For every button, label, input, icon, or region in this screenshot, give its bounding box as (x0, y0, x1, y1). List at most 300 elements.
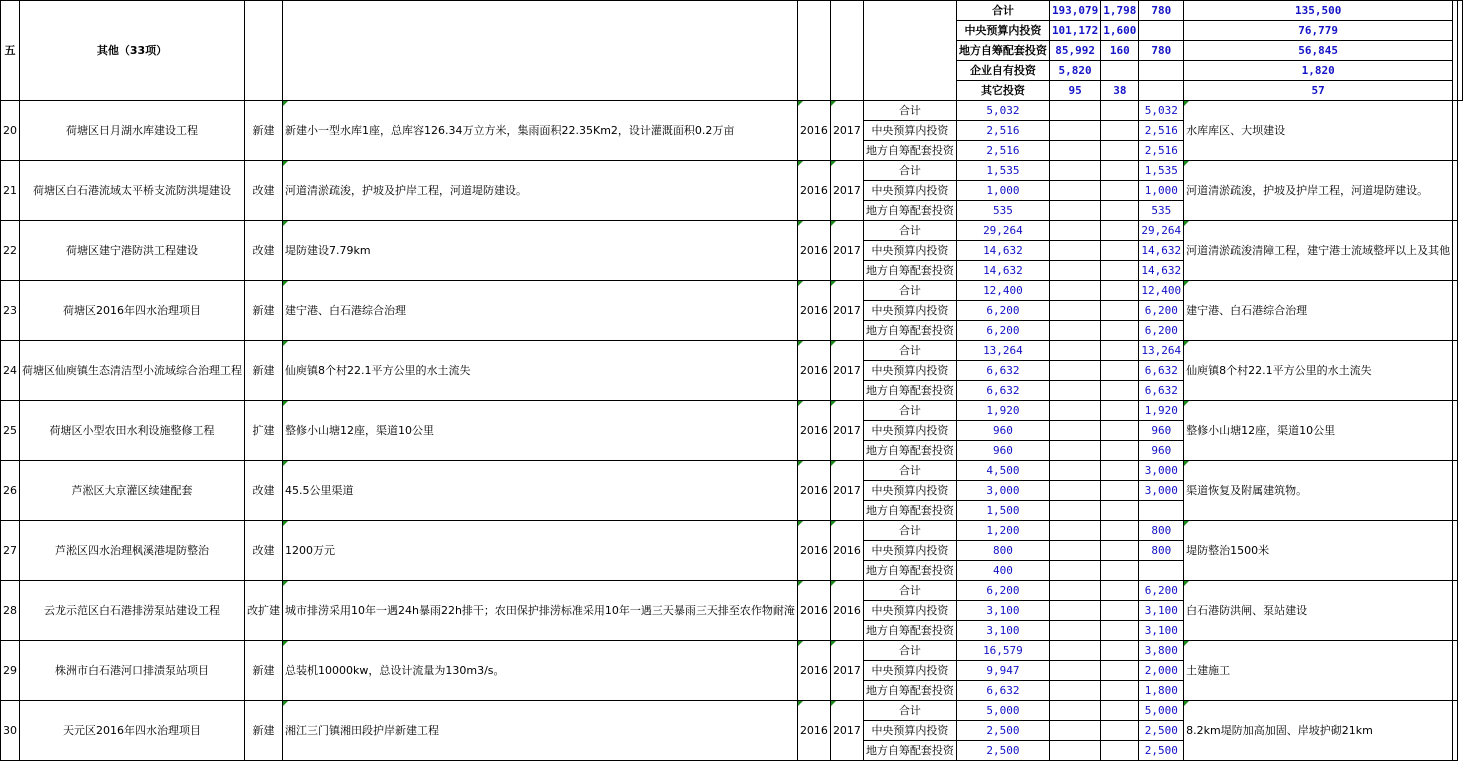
construction-content (1184, 101, 1453, 161)
blank-cell (1049, 541, 1100, 561)
extra-cell (1453, 641, 1458, 701)
section-row-label: 企业自有投资 (956, 61, 1049, 81)
blank-cell (1049, 301, 1100, 321)
comment-marker (283, 161, 288, 166)
total-investment: 1,500 (956, 501, 1049, 521)
total-investment: 6,200 (956, 301, 1049, 321)
total-investment: 400 (956, 561, 1049, 581)
blank-cell (1101, 141, 1139, 161)
plan-investment (1139, 501, 1184, 521)
blank-cell (1049, 641, 1100, 661)
total-investment: 29,264 (956, 221, 1049, 241)
project-name: 芦淞区大京灌区续建配套 (20, 461, 245, 521)
comment-marker (798, 161, 803, 166)
section-value: 1,798 (1101, 1, 1139, 21)
plan-investment: 800 (1139, 521, 1184, 541)
construction-content-text: 河道清淤疏浚清障工程，建宁港士流域整坪以上及其他 (1186, 244, 1451, 257)
comment-marker (1184, 701, 1189, 706)
construction-content-text: 河道清淤疏浚，护坡及护岸工程，河道堤防建设。 (1186, 184, 1429, 197)
fund-label: 地方自筹配套投资 (863, 501, 956, 521)
fund-label: 中央预算内投资 (863, 181, 956, 201)
project-row (1, 341, 1463, 361)
section-value: 1,600 (1101, 21, 1139, 41)
total-investment: 2,516 (956, 121, 1049, 141)
fund-label: 合计 (863, 101, 956, 121)
blank-cell (1101, 581, 1139, 601)
project-number: 26 (1, 461, 20, 521)
total-investment: 14,632 (956, 261, 1049, 281)
blank-cell (1049, 321, 1100, 341)
project-type: 改建 (245, 221, 283, 281)
project-number: 24 (1, 341, 20, 401)
blank-cell (1101, 661, 1139, 681)
start-year (797, 521, 830, 581)
start-year (797, 341, 830, 401)
section-extra-cell (1458, 1, 1463, 101)
comment-marker (1184, 641, 1189, 646)
blank-cell (1101, 641, 1139, 661)
project-row (1, 521, 1463, 541)
section-value: 193,079 (1049, 1, 1100, 21)
project-row (1, 581, 1463, 601)
extra-cell (1453, 521, 1458, 581)
section-blank-cell (830, 1, 863, 101)
comment-marker (283, 341, 288, 346)
construction-content (1184, 581, 1453, 641)
plan-investment: 29,264 (1139, 221, 1184, 241)
comment-marker (1184, 221, 1189, 226)
project-row (1, 401, 1463, 421)
start-year (797, 161, 830, 221)
end-year (830, 641, 863, 701)
project-name: 荷塘区白石港流域太平桥支流防洪堤建设 (20, 161, 245, 221)
plan-investment: 12,400 (1139, 281, 1184, 301)
project-description-text: 整修小山塘12座，渠道10公里 (285, 424, 434, 437)
project-description-text: 堤防建设7.79km (285, 244, 371, 257)
comment-marker (831, 701, 836, 706)
construction-content (1184, 401, 1453, 461)
fund-label: 合计 (863, 401, 956, 421)
comment-marker (798, 461, 803, 466)
section-value: 1,820 (1184, 61, 1453, 81)
blank-cell (1101, 201, 1139, 221)
end-year (830, 341, 863, 401)
section-row-label: 其它投资 (956, 81, 1049, 101)
start-year-text: 2016 (799, 544, 828, 557)
fund-label: 合计 (863, 581, 956, 601)
section-value: 38 (1101, 81, 1139, 101)
comment-marker (798, 281, 803, 286)
blank-cell (1101, 721, 1139, 741)
project-row (1, 281, 1463, 301)
total-investment: 3,000 (956, 481, 1049, 501)
comment-marker (831, 101, 836, 106)
blank-cell (1101, 601, 1139, 621)
project-description-text: 城市排涝采用10年一遇24h暴雨22h排干；农田保护排涝标准采用10年一遇三天暴雨三天排至农作物耐淹 (285, 604, 795, 617)
end-year-text: 2017 (832, 664, 861, 677)
total-investment: 4,500 (956, 461, 1049, 481)
extra-cell (1453, 401, 1458, 461)
blank-cell (1101, 501, 1139, 521)
extra-cell (1453, 161, 1458, 221)
project-number: 29 (1, 641, 20, 701)
plan-investment: 3,100 (1139, 601, 1184, 621)
project-type: 新建 (245, 701, 283, 761)
extra-cell (1453, 461, 1458, 521)
start-year (797, 701, 830, 761)
comment-marker (831, 461, 836, 466)
comment-marker (1184, 401, 1189, 406)
comment-marker (831, 401, 836, 406)
total-investment: 9,947 (956, 661, 1049, 681)
comment-marker (831, 281, 836, 286)
fund-label: 中央预算内投资 (863, 121, 956, 141)
fund-label: 地方自筹配套投资 (863, 741, 956, 761)
section-value: 160 (1101, 41, 1139, 61)
comment-marker (283, 701, 288, 706)
extra-cell (1453, 281, 1458, 341)
comment-marker (798, 581, 803, 586)
fund-label: 地方自筹配套投资 (863, 321, 956, 341)
project-number: 20 (1, 101, 20, 161)
blank-cell (1049, 681, 1100, 701)
section-value: 56,845 (1184, 41, 1453, 61)
section-row (1, 1, 1463, 21)
project-type: 改建 (245, 521, 283, 581)
section-value: 135,500 (1184, 1, 1453, 21)
section-row-label: 中央预算内投资 (956, 21, 1049, 41)
project-name: 芦淞区四水治理枫溪港堤防整治 (20, 521, 245, 581)
blank-cell (1101, 521, 1139, 541)
plan-investment: 1,920 (1139, 401, 1184, 421)
comment-marker (1184, 581, 1189, 586)
fund-label: 中央预算内投资 (863, 421, 956, 441)
comment-marker (283, 461, 288, 466)
comment-marker (1184, 521, 1189, 526)
extra-cell (1453, 341, 1458, 401)
project-row (1, 101, 1463, 121)
total-investment: 2,500 (956, 721, 1049, 741)
section-blank-cell (245, 1, 283, 101)
project-type: 改建 (245, 461, 283, 521)
plan-investment: 14,632 (1139, 261, 1184, 281)
plan-investment: 13,264 (1139, 341, 1184, 361)
blank-cell (1101, 701, 1139, 721)
project-description-text: 1200万元 (285, 544, 335, 557)
extra-cell (1453, 581, 1458, 641)
fund-label: 中央预算内投资 (863, 361, 956, 381)
project-name: 云龙示范区白石港排涝泵站建设工程 (20, 581, 245, 641)
blank-cell (1101, 321, 1139, 341)
end-year (830, 101, 863, 161)
total-investment: 1,920 (956, 401, 1049, 421)
blank-cell (1049, 341, 1100, 361)
fund-label: 中央预算内投资 (863, 481, 956, 501)
start-year (797, 641, 830, 701)
blank-cell (1101, 341, 1139, 361)
blank-cell (1049, 161, 1100, 181)
blank-cell (1101, 281, 1139, 301)
comment-marker (831, 581, 836, 586)
project-description (283, 461, 798, 521)
project-description-text: 45.5公里渠道 (285, 484, 354, 497)
comment-marker (798, 401, 803, 406)
blank-cell (1101, 741, 1139, 761)
section-value (1139, 81, 1184, 101)
total-investment: 1,000 (956, 181, 1049, 201)
comment-marker (1184, 161, 1189, 166)
start-year (797, 101, 830, 161)
fund-label: 中央预算内投资 (863, 661, 956, 681)
plan-investment: 3,100 (1139, 621, 1184, 641)
blank-cell (1049, 221, 1100, 241)
end-year-text: 2016 (832, 544, 861, 557)
fund-label: 合计 (863, 641, 956, 661)
blank-cell (1101, 361, 1139, 381)
project-row (1, 161, 1463, 181)
plan-investment: 2,500 (1139, 721, 1184, 741)
fund-label: 中央预算内投资 (863, 241, 956, 261)
comment-marker (1184, 101, 1189, 106)
fund-label: 合计 (863, 341, 956, 361)
project-name: 荷塘区小型农田水利设施整修工程 (20, 401, 245, 461)
section-value: 95 (1049, 81, 1100, 101)
plan-investment: 3,000 (1139, 481, 1184, 501)
blank-cell (1049, 401, 1100, 421)
project-row (1, 641, 1463, 661)
blank-cell (1049, 501, 1100, 521)
construction-content-text: 8.2km堤防加高加固、岸坡护砌21km (1186, 724, 1373, 737)
project-description (283, 341, 798, 401)
start-year (797, 221, 830, 281)
start-year-text: 2016 (799, 184, 828, 197)
project-type: 新建 (245, 101, 283, 161)
total-investment: 960 (956, 441, 1049, 461)
blank-cell (1049, 201, 1100, 221)
total-investment: 12,400 (956, 281, 1049, 301)
plan-investment: 1,535 (1139, 161, 1184, 181)
fund-label: 地方自筹配套投资 (863, 261, 956, 281)
blank-cell (1049, 661, 1100, 681)
end-year-text: 2017 (832, 424, 861, 437)
plan-investment: 535 (1139, 201, 1184, 221)
project-type: 新建 (245, 641, 283, 701)
project-description (283, 581, 798, 641)
blank-cell (1049, 181, 1100, 201)
total-investment: 6,632 (956, 681, 1049, 701)
section-row-label: 合计 (956, 1, 1049, 21)
plan-investment: 1,000 (1139, 181, 1184, 201)
section-value (1139, 21, 1184, 41)
construction-content (1184, 461, 1453, 521)
section-blank-cell (797, 1, 830, 101)
project-name: 荷塘区2016年四水治理项目 (20, 281, 245, 341)
total-investment: 2,516 (956, 141, 1049, 161)
blank-cell (1101, 541, 1139, 561)
end-year (830, 461, 863, 521)
total-investment: 6,200 (956, 321, 1049, 341)
blank-cell (1049, 281, 1100, 301)
blank-cell (1101, 441, 1139, 461)
project-row (1, 701, 1463, 721)
plan-investment: 6,200 (1139, 301, 1184, 321)
comment-marker (831, 521, 836, 526)
project-row (1, 221, 1463, 241)
total-investment: 6,632 (956, 361, 1049, 381)
comment-marker (798, 101, 803, 106)
total-investment: 3,100 (956, 601, 1049, 621)
plan-investment: 2,000 (1139, 661, 1184, 681)
blank-cell (1101, 681, 1139, 701)
plan-investment: 5,032 (1139, 101, 1184, 121)
plan-investment: 5,000 (1139, 701, 1184, 721)
section-value: 85,992 (1049, 41, 1100, 61)
fund-label: 中央预算内投资 (863, 301, 956, 321)
start-year (797, 461, 830, 521)
construction-content-text: 土建施工 (1186, 664, 1231, 677)
plan-investment: 3,000 (1139, 461, 1184, 481)
construction-content (1184, 641, 1453, 701)
project-type: 新建 (245, 281, 283, 341)
start-year-text: 2016 (799, 364, 828, 377)
end-year (830, 701, 863, 761)
section-title: 其他（33项） (20, 1, 245, 101)
blank-cell (1049, 741, 1100, 761)
project-name: 天元区2016年四水治理项目 (20, 701, 245, 761)
blank-cell (1101, 161, 1139, 181)
project-description (283, 101, 798, 161)
fund-label: 中央预算内投资 (863, 541, 956, 561)
section-blank-cell (863, 1, 956, 101)
project-description (283, 521, 798, 581)
construction-content (1184, 281, 1453, 341)
start-year (797, 401, 830, 461)
section-value: 76,779 (1184, 21, 1453, 41)
plan-investment: 3,800 (1139, 641, 1184, 661)
fund-label: 合计 (863, 161, 956, 181)
construction-content (1184, 161, 1453, 221)
end-year (830, 401, 863, 461)
extra-cell (1453, 221, 1458, 281)
project-type: 扩建 (245, 401, 283, 461)
comment-marker (831, 221, 836, 226)
end-year-text: 2017 (832, 304, 861, 317)
section-blank-cell (283, 1, 798, 101)
fund-label: 地方自筹配套投资 (863, 381, 956, 401)
project-description-text: 河道清淤疏浚，护坡及护岸工程，河道堤防建设。 (285, 184, 527, 197)
section-value: 57 (1184, 81, 1453, 101)
blank-cell (1049, 241, 1100, 261)
total-investment: 16,579 (956, 641, 1049, 661)
blank-cell (1101, 461, 1139, 481)
construction-content (1184, 701, 1453, 761)
plan-investment: 6,632 (1139, 361, 1184, 381)
project-type: 改建 (245, 161, 283, 221)
comment-marker (283, 221, 288, 226)
plan-investment: 2,516 (1139, 121, 1184, 141)
blank-cell (1101, 181, 1139, 201)
construction-content-text: 白石港防洪闸、泵站建设 (1186, 604, 1308, 617)
blank-cell (1049, 601, 1100, 621)
blank-cell (1049, 141, 1100, 161)
plan-investment: 800 (1139, 541, 1184, 561)
blank-cell (1049, 121, 1100, 141)
section-value (1101, 61, 1139, 81)
construction-content (1184, 521, 1453, 581)
fund-label: 地方自筹配套投资 (863, 561, 956, 581)
blank-cell (1049, 701, 1100, 721)
comment-marker (831, 161, 836, 166)
end-year-text: 2017 (832, 184, 861, 197)
plan-investment: 960 (1139, 441, 1184, 461)
section-number: 五 (1, 1, 20, 101)
blank-cell (1101, 561, 1139, 581)
project-description (283, 161, 798, 221)
construction-content-text: 堤防整治1500米 (1186, 544, 1270, 557)
section-value (1139, 61, 1184, 81)
comment-marker (283, 581, 288, 586)
plan-investment: 960 (1139, 421, 1184, 441)
fund-label: 合计 (863, 701, 956, 721)
blank-cell (1101, 621, 1139, 641)
project-description-text: 总装机10000kw，总设计流量为130m3/s。 (285, 664, 505, 677)
project-number: 25 (1, 401, 20, 461)
end-year-text: 2016 (832, 604, 861, 617)
blank-cell (1101, 261, 1139, 281)
fund-label: 合计 (863, 221, 956, 241)
start-year-text: 2016 (799, 244, 828, 257)
construction-content-text: 整修小山塘12座，渠道10公里 (1186, 424, 1336, 437)
project-description (283, 221, 798, 281)
start-year-text: 2016 (799, 724, 828, 737)
total-investment: 5,032 (956, 101, 1049, 121)
blank-cell (1049, 621, 1100, 641)
blank-cell (1049, 721, 1100, 741)
total-investment: 1,535 (956, 161, 1049, 181)
blank-cell (1049, 361, 1100, 381)
end-year (830, 161, 863, 221)
total-investment: 6,200 (956, 581, 1049, 601)
project-name: 株洲市白石港河口排渍泵站项目 (20, 641, 245, 701)
extra-cell (1453, 701, 1458, 761)
blank-cell (1101, 381, 1139, 401)
construction-content-text: 渠道恢复及附属建筑物。 (1186, 484, 1308, 497)
project-row (1, 461, 1463, 481)
project-name: 荷塘区仙庾镇生态清洁型小流域综合治理工程 (20, 341, 245, 401)
plan-investment: 2,500 (1139, 741, 1184, 761)
construction-content-text: 仙庾镇8个村22.1平方公里的水土流失 (1186, 364, 1372, 377)
blank-cell (1101, 121, 1139, 141)
section-value: 780 (1139, 41, 1184, 61)
start-year-text: 2016 (799, 664, 828, 677)
plan-investment: 6,632 (1139, 381, 1184, 401)
project-name: 荷塘区日月湖水库建设工程 (20, 101, 245, 161)
total-investment: 2,500 (956, 741, 1049, 761)
total-investment: 960 (956, 421, 1049, 441)
plan-investment (1139, 561, 1184, 581)
blank-cell (1049, 381, 1100, 401)
fund-label: 合计 (863, 281, 956, 301)
project-number: 22 (1, 221, 20, 281)
fund-label: 地方自筹配套投资 (863, 441, 956, 461)
end-year (830, 581, 863, 641)
end-year (830, 221, 863, 281)
plan-investment: 1,800 (1139, 681, 1184, 701)
project-type: 新建 (245, 341, 283, 401)
project-description-text: 新建小一型水库1座，总库容126.34万立方米，集雨面积22.35Km2，设计灌溉面积0.2万亩 (285, 124, 735, 137)
end-year-text: 2017 (832, 724, 861, 737)
comment-marker (1184, 281, 1189, 286)
